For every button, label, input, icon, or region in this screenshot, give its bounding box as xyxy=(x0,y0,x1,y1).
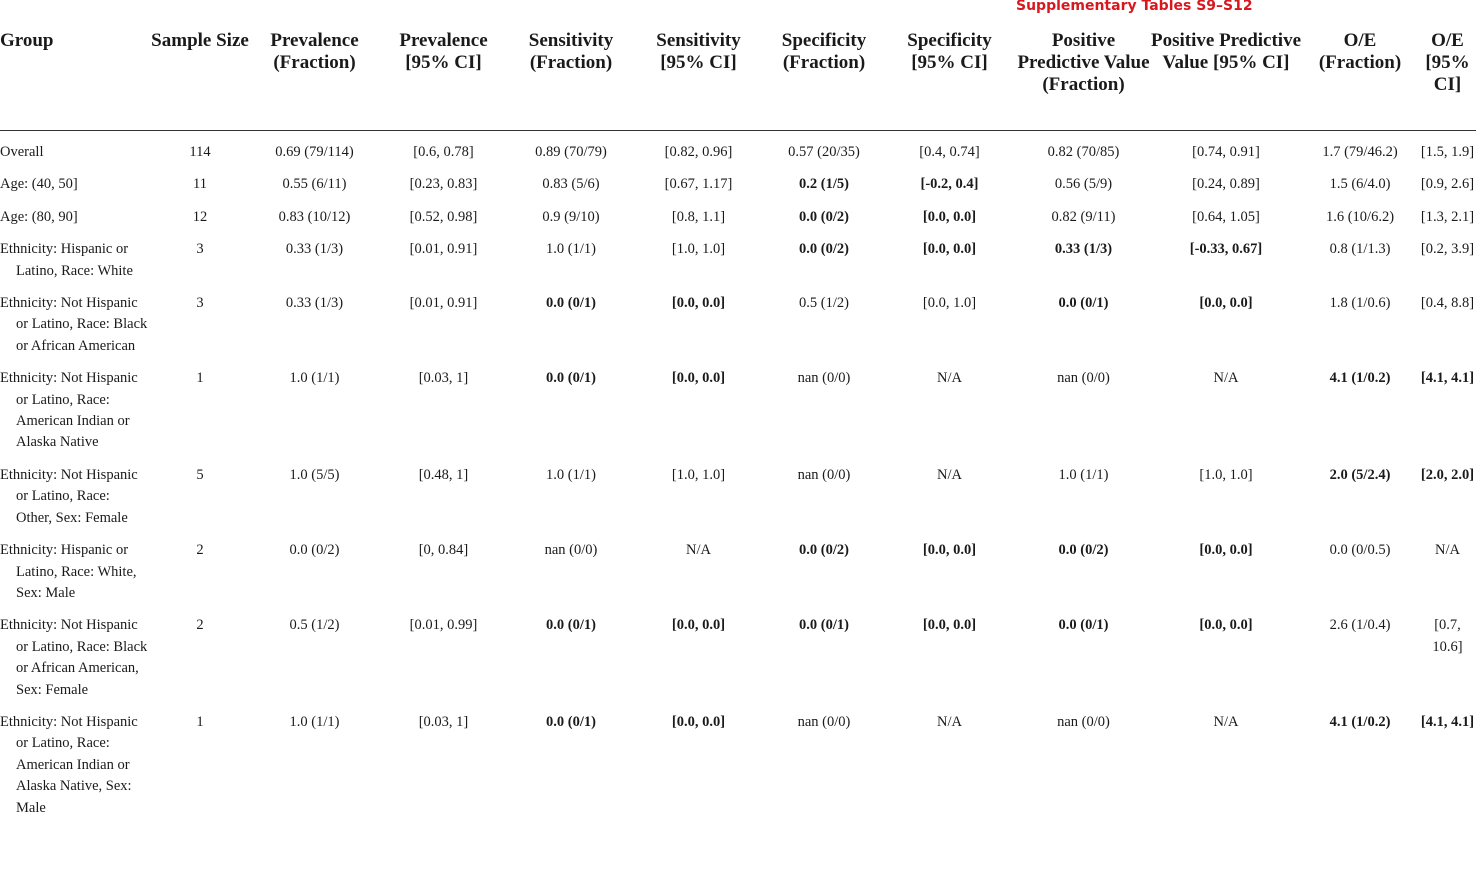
header-oe-fraction: O/E (Fraction) xyxy=(1301,30,1419,131)
cell-prevalence-fraction: 0.5 (1/2) xyxy=(289,617,340,634)
cell-prevalence-fraction: 0.69 (79/114) xyxy=(275,144,354,160)
cell-oe-fraction: 1.8 (1/0.6) xyxy=(1329,295,1391,312)
table-row xyxy=(0,282,1476,357)
cell-group: Ethnicity: Not Hispanic or Latino, Race: Black or African American, Sex: Female xyxy=(0,617,148,698)
table-header-row xyxy=(0,30,1476,131)
cell-sample-size: 12 xyxy=(192,208,208,225)
table-row xyxy=(0,163,1476,195)
cell-specificity-ci: [0.0, 0.0] xyxy=(922,241,977,258)
cell-oe-fraction: 4.1 (1/0.2) xyxy=(1329,370,1391,387)
cell-ppv-ci: [-0.33, 0.67] xyxy=(1189,241,1263,258)
cell-sensitivity-fraction: 0.0 (0/1) xyxy=(546,295,596,312)
cell-sensitivity-ci: [0.0, 0.0] xyxy=(671,295,726,312)
cell-oe-ci: [1.5, 1.9] xyxy=(1420,144,1475,160)
cell-prevalence-ci: [0.48, 1] xyxy=(418,466,469,483)
cell-group: Ethnicity: Hispanic or Latino, Race: White, Sex: Male xyxy=(0,542,137,601)
cell-sample-size: 2 xyxy=(196,542,204,559)
cell-sensitivity-ci: [0.8, 1.1] xyxy=(671,208,726,225)
cell-prevalence-ci: [0.03, 1] xyxy=(418,713,469,730)
cell-sensitivity-ci: N/A xyxy=(686,542,711,559)
cell-specificity-fraction: 0.57 (20/35) xyxy=(788,144,860,160)
cell-specificity-fraction: nan (0/0) xyxy=(797,713,851,730)
header-specificity-fraction: Specificity (Fraction) xyxy=(765,30,883,131)
cell-prevalence-fraction: 1.0 (1/1) xyxy=(289,713,340,730)
cell-ppv-fraction: 0.82 (9/11) xyxy=(1051,208,1116,225)
cell-group: Age: (80, 90] xyxy=(0,208,78,225)
cell-oe-fraction: 0.0 (0/0.5) xyxy=(1329,542,1391,559)
cell-specificity-ci: [0.0, 0.0] xyxy=(922,617,977,634)
cell-specificity-ci: N/A xyxy=(937,466,962,483)
cell-specificity-fraction: nan (0/0) xyxy=(797,370,851,387)
cell-prevalence-ci: [0.03, 1] xyxy=(418,370,469,387)
cell-ppv-fraction: 0.56 (5/9) xyxy=(1054,176,1113,193)
cell-sample-size: 1 xyxy=(196,370,204,387)
cell-sensitivity-ci: [0.0, 0.0] xyxy=(671,370,726,387)
cell-group: Ethnicity: Hispanic or Latino, Race: White xyxy=(0,241,133,279)
cell-oe-fraction: 0.8 (1/1.3) xyxy=(1329,241,1391,258)
cell-prevalence-ci: [0.01, 0.99] xyxy=(409,617,478,634)
cell-oe-ci: N/A xyxy=(1435,542,1460,559)
cell-sensitivity-ci: [0.0, 0.0] xyxy=(671,617,726,634)
cell-sample-size: 114 xyxy=(189,144,211,160)
cell-ppv-fraction: 0.0 (0/1) xyxy=(1058,617,1109,634)
table-row xyxy=(0,196,1476,228)
table-row xyxy=(0,454,1476,529)
header-sample-size: Sample Size xyxy=(148,30,252,131)
cell-sample-size: 3 xyxy=(196,241,204,258)
cell-ppv-fraction: nan (0/0) xyxy=(1057,370,1110,387)
cell-specificity-ci: N/A xyxy=(937,713,962,730)
cell-oe-fraction: 1.6 (10/6.2) xyxy=(1325,208,1395,225)
cell-sensitivity-fraction: 1.0 (1/1) xyxy=(546,241,596,258)
cell-sensitivity-fraction: nan (0/0) xyxy=(544,542,598,559)
cell-ppv-fraction: 1.0 (1/1) xyxy=(1058,466,1109,483)
cell-oe-fraction: 2.6 (1/0.4) xyxy=(1329,617,1391,634)
cell-ppv-ci: [0.0, 0.0] xyxy=(1199,295,1253,312)
cell-prevalence-ci: [0.52, 0.98] xyxy=(409,208,478,225)
cell-ppv-ci: [0.0, 0.0] xyxy=(1199,542,1253,559)
cell-oe-fraction: 2.0 (5/2.4) xyxy=(1329,466,1391,483)
cell-sample-size: 5 xyxy=(196,466,204,483)
cell-group: Ethnicity: Not Hispanic or Latino, Race: American Indian or Alaska Native xyxy=(0,370,138,451)
cell-specificity-ci: [0.0, 0.0] xyxy=(922,208,977,225)
table-row xyxy=(0,228,1476,282)
cell-sensitivity-fraction: 0.9 (9/10) xyxy=(542,208,600,225)
cell-group: Ethnicity: Not Hispanic or Latino, Race: Black or African American xyxy=(0,295,148,354)
cell-oe-ci: [0.9, 2.6] xyxy=(1420,176,1475,193)
cell-prevalence-fraction: 0.33 (1/3) xyxy=(285,241,344,258)
cell-ppv-fraction: 0.0 (0/2) xyxy=(1058,542,1109,559)
cell-ppv-ci: N/A xyxy=(1213,713,1239,730)
cell-ppv-fraction: nan (0/0) xyxy=(1057,713,1110,730)
table-row xyxy=(0,131,1476,164)
cell-sample-size: 11 xyxy=(193,176,207,193)
cell-group: Ethnicity: Not Hispanic or Latino, Race: American Indian or Alaska Native, Sex: Male xyxy=(0,713,138,816)
header-prevalence-fraction: Prevalence (Fraction) xyxy=(252,30,377,131)
cell-specificity-ci: N/A xyxy=(937,370,962,387)
table-row xyxy=(0,529,1476,604)
cell-prevalence-ci: [0.6, 0.78] xyxy=(413,144,474,160)
header-specificity-ci: Specificity [95% CI] xyxy=(883,30,1016,131)
cell-prevalence-fraction: 0.83 (10/12) xyxy=(278,208,351,225)
cell-prevalence-fraction: 1.0 (1/1) xyxy=(289,370,340,387)
cell-specificity-ci: [0.4, 0.74] xyxy=(919,144,980,160)
cell-sensitivity-ci: [0.0, 0.0] xyxy=(671,713,726,730)
header-sensitivity-ci: Sensitivity [95% CI] xyxy=(632,30,765,131)
cell-sensitivity-ci: [1.0, 1.0] xyxy=(671,466,726,483)
cell-prevalence-fraction: 0.0 (0/2) xyxy=(289,542,340,559)
cell-sample-size: 1 xyxy=(196,713,204,730)
cell-sensitivity-ci: [0.67, 1.17] xyxy=(664,176,733,193)
cell-oe-fraction: 4.1 (1/0.2) xyxy=(1329,713,1391,730)
cell-sensitivity-fraction: 1.0 (1/1) xyxy=(546,466,596,483)
cell-oe-ci: [0.7, 10.6] xyxy=(1432,617,1463,655)
cell-specificity-ci: [0.0, 1.0] xyxy=(922,295,977,312)
cell-sample-size: 2 xyxy=(196,617,204,634)
cell-specificity-fraction: nan (0/0) xyxy=(797,466,851,483)
header-ppv-fraction: Positive Predictive Value (Fraction) xyxy=(1016,30,1151,131)
cell-sensitivity-fraction: 0.83 (5/6) xyxy=(542,176,600,193)
cell-prevalence-ci: [0.01, 0.91] xyxy=(409,295,478,312)
table-row xyxy=(0,357,1476,454)
cell-group: Overall xyxy=(0,144,44,160)
cell-oe-fraction: 1.7 (79/46.2) xyxy=(1322,144,1398,160)
cell-oe-ci: [1.3, 2.1] xyxy=(1420,208,1475,225)
cell-sensitivity-fraction: 0.89 (70/79) xyxy=(535,144,607,160)
cell-oe-ci: [4.1, 4.1] xyxy=(1420,713,1475,730)
cell-oe-ci: [2.0, 2.0] xyxy=(1420,466,1475,483)
cell-oe-ci: [4.1, 4.1] xyxy=(1420,370,1475,387)
cell-sensitivity-ci: [0.82, 0.96] xyxy=(664,144,733,160)
cell-ppv-fraction: 0.82 (70/85) xyxy=(1047,144,1120,160)
cell-ppv-ci: [0.74, 0.91] xyxy=(1192,144,1260,160)
header-prevalence-ci: Prevalence [95% CI] xyxy=(377,30,510,131)
cell-ppv-ci: [0.0, 0.0] xyxy=(1199,617,1253,634)
cell-sensitivity-fraction: 0.0 (0/1) xyxy=(546,617,596,634)
table-row xyxy=(0,604,1476,701)
cell-ppv-ci: [0.24, 0.89] xyxy=(1192,176,1260,193)
cell-prevalence-ci: [0.01, 0.91] xyxy=(409,241,478,258)
cell-prevalence-ci: [0.23, 0.83] xyxy=(409,176,478,193)
cell-specificity-fraction: 0.0 (0/2) xyxy=(799,241,849,258)
cell-ppv-ci: N/A xyxy=(1213,370,1239,387)
cell-specificity-ci: [0.0, 0.0] xyxy=(922,542,977,559)
header-oe-ci: O/E [95% CI] xyxy=(1419,30,1476,131)
cell-ppv-fraction: 0.0 (0/1) xyxy=(1058,295,1109,312)
cell-specificity-fraction: 0.5 (1/2) xyxy=(799,295,849,312)
cell-ppv-fraction: 0.33 (1/3) xyxy=(1054,241,1113,258)
cell-specificity-fraction: 0.0 (0/1) xyxy=(799,617,849,634)
cell-prevalence-ci: [0, 0.84] xyxy=(418,542,469,559)
cell-sensitivity-fraction: 0.0 (0/1) xyxy=(546,713,596,730)
cell-ppv-ci: [1.0, 1.0] xyxy=(1199,466,1253,483)
supplementary-tables-link[interactable]: Supplementary Tables S9–S12 xyxy=(1016,0,1253,14)
cell-prevalence-fraction: 0.33 (1/3) xyxy=(285,295,344,312)
cell-prevalence-fraction: 0.55 (6/11) xyxy=(282,176,347,193)
cell-group: Ethnicity: Not Hispanic or Latino, Race: Other, Sex: Female xyxy=(0,466,138,526)
cell-specificity-ci: [-0.2, 0.4] xyxy=(920,176,979,193)
header-sensitivity-fraction: Sensitivity (Fraction) xyxy=(510,30,632,131)
cell-sensitivity-ci: [1.0, 1.0] xyxy=(671,241,726,258)
header-ppv-ci: Positive Predictive Value [95% CI] xyxy=(1151,30,1301,131)
cell-specificity-fraction: 0.0 (0/2) xyxy=(799,208,849,225)
cell-ppv-ci: [0.64, 1.05] xyxy=(1192,208,1260,225)
cell-specificity-fraction: 0.0 (0/2) xyxy=(799,542,849,559)
table-row xyxy=(0,701,1476,819)
cell-oe-fraction: 1.5 (6/4.0) xyxy=(1329,176,1391,193)
cell-oe-ci: [0.2, 3.9] xyxy=(1420,241,1475,258)
cell-group: Age: (40, 50] xyxy=(0,176,78,193)
cell-sample-size: 3 xyxy=(196,295,204,312)
subgroup-metrics-table xyxy=(0,30,1476,819)
cell-sensitivity-fraction: 0.0 (0/1) xyxy=(546,370,596,387)
cell-specificity-fraction: 0.2 (1/5) xyxy=(799,176,849,193)
cell-oe-ci: [0.4, 8.8] xyxy=(1420,295,1475,312)
header-group: Group xyxy=(0,30,148,131)
cell-prevalence-fraction: 1.0 (5/5) xyxy=(289,466,340,483)
